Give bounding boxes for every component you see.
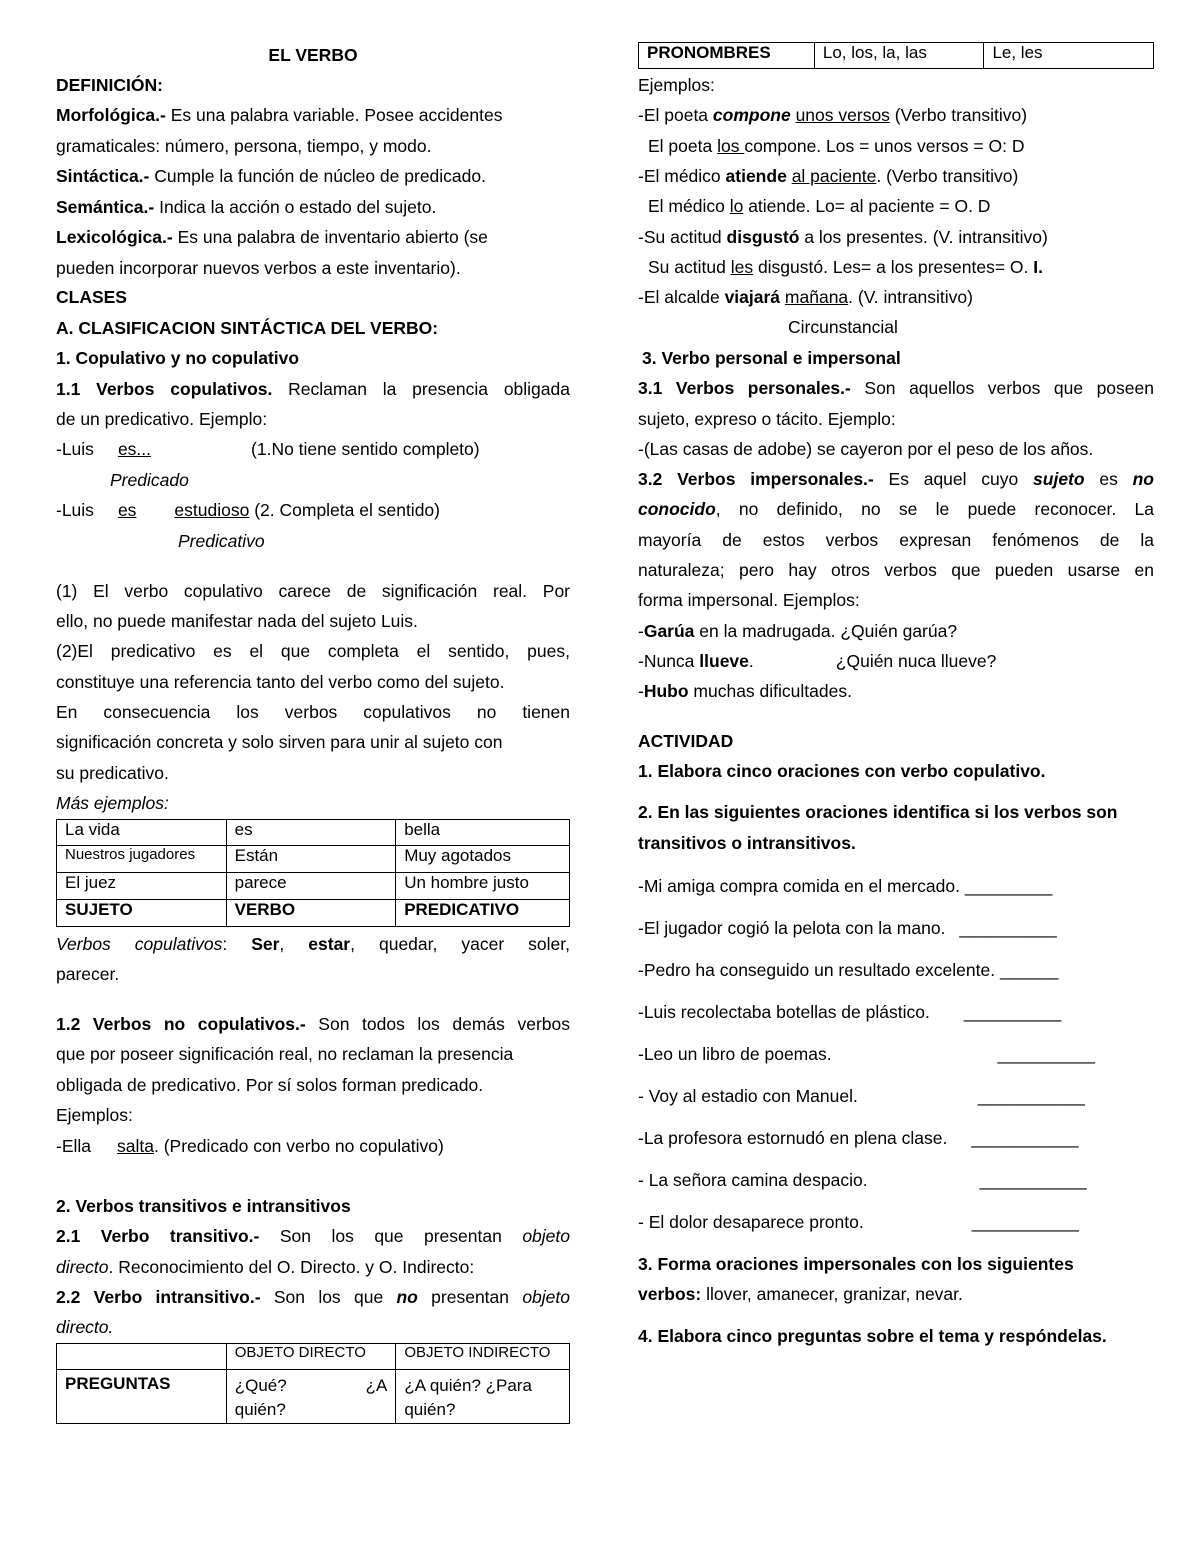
answer-blank[interactable]: __________ bbox=[997, 1044, 1095, 1064]
activity-3-line-2: verbos: llover, amanecer, granizar, nevar. bbox=[638, 1284, 963, 1304]
list-item: -Leo un libro de poemas. __________ bbox=[638, 1044, 1095, 1064]
table-cell: ¿A quién? ¿Para quién? bbox=[396, 1370, 570, 1424]
intransitivo-definition-2: directo. bbox=[56, 1317, 114, 1337]
heading-2: 2. Verbos transitivos e intransitivos bbox=[56, 1196, 351, 1216]
objeto-table bbox=[56, 1343, 570, 1424]
verbos-copulativos-list: Verbos copulativos: Ser, estar, quedar, yacer soler, bbox=[56, 934, 570, 954]
impersonales-definition-2: conocido, no definido, no se le puede reconocer. La bbox=[638, 499, 1154, 519]
table-header-row bbox=[57, 900, 570, 927]
table-row bbox=[57, 846, 570, 873]
table-cell: Lo, los, la, las bbox=[814, 43, 984, 69]
sintactica-line: Sintáctica.- Cumple la función de núcleo de predicado. bbox=[56, 166, 486, 186]
copulativos-definition-2: de un predicativo. Ejemplo: bbox=[56, 409, 268, 429]
example-poeta-2: El poeta los compone. Los = unos versos = O: D bbox=[648, 136, 1025, 156]
hubo-example: -Hubo muchas dificultades. bbox=[638, 681, 852, 701]
section-a-heading: A. CLASIFICACION SINTÁCTICA DEL VERBO: bbox=[56, 318, 439, 338]
list-item: - El dolor desaparece pronto. ___________ bbox=[638, 1212, 1079, 1232]
garua-example: -Garúa en la madrugada. ¿Quién garúa? bbox=[638, 621, 958, 641]
table-cell: La vida bbox=[57, 820, 227, 846]
list-item: -Mi amiga compra comida en el mercado. _________ bbox=[638, 876, 1053, 896]
definition-heading: DEFINICIÓN: bbox=[56, 75, 163, 95]
impersonales-definition-3: mayoría de estos verbos expresan fenómenos de la bbox=[638, 530, 1154, 550]
heading-3: 3. Verbo personal e impersonal bbox=[642, 348, 901, 368]
table-cell: Están bbox=[226, 846, 396, 873]
impersonales-definition-5: forma impersonal. Ejemplos: bbox=[638, 590, 860, 610]
answer-blank[interactable]: ______ bbox=[999, 960, 1059, 980]
example-alcalde: -El alcalde viajará mañana. (V. intransitivo) bbox=[638, 287, 973, 307]
personales-example: -(Las casas de adobe) se cayeron por el peso de los años. bbox=[638, 439, 1094, 459]
list-item: -La profesora estornudó en plena clase. ___________ bbox=[638, 1128, 1079, 1148]
activity-2-line-2: transitivos o intransitivos. bbox=[638, 833, 856, 853]
example-medico: -El médico atiende al paciente. (Verbo transitivo) bbox=[638, 166, 1019, 186]
answer-blank[interactable]: ___________ bbox=[971, 1212, 1079, 1232]
table-row bbox=[57, 873, 570, 900]
table-row-label: PREGUNTAS bbox=[57, 1370, 227, 1424]
verbos-copulativos-list-2: parecer. bbox=[56, 964, 120, 984]
list-item: - La señora camina despacio. ___________ bbox=[638, 1170, 1087, 1190]
table-cell: Muy agotados bbox=[396, 846, 570, 873]
morfologica-line-2: gramaticales: número, persona, tiempo, y modo. bbox=[56, 136, 432, 156]
example-poeta: -El poeta compone unos versos (Verbo transitivo) bbox=[638, 105, 1028, 125]
intransitivo-definition: 2.2 Verbo intransitivo.- Son los que no presentan objeto bbox=[56, 1287, 570, 1307]
semantica-line: Semántica.- Indica la acción o estado del sujeto. bbox=[56, 197, 437, 217]
no-copulativos-line-3: obligada de predicativo. Por sí solos forman predicado. bbox=[56, 1075, 484, 1095]
table-header: OBJETO INDIRECTO bbox=[396, 1344, 570, 1370]
table-header: PREDICATIVO bbox=[396, 900, 570, 927]
example-actitud: -Su actitud disgustó a los presentes. (V. intransitivo) bbox=[638, 227, 1048, 247]
table-cell: Un hombre justo bbox=[396, 873, 570, 900]
copulative-examples-table bbox=[56, 819, 570, 927]
table-cell: bella bbox=[396, 820, 570, 846]
list-item: -Luis recolectaba botellas de plástico. __________ bbox=[638, 1002, 1062, 1022]
example-medico-2: El médico lo atiende. Lo= al paciente = O. D bbox=[648, 196, 991, 216]
answer-blank[interactable]: ___________ bbox=[971, 1128, 1079, 1148]
example-1-predicado: Predicado bbox=[110, 470, 189, 490]
table-header-row bbox=[57, 1344, 570, 1370]
copulativos-definition: 1.1 Verbos copulativos. Reclaman la presencia obligada bbox=[56, 379, 570, 399]
morfologica-line: Morfológica.- Es una palabra variable. Posee accidentes bbox=[56, 105, 503, 125]
answer-blank[interactable]: ___________ bbox=[977, 1086, 1085, 1106]
personales-definition: 3.1 Verbos personales.- Son aquellos verbos que poseen bbox=[638, 378, 1154, 398]
activity-1: 1. Elabora cinco oraciones con verbo copulativo. bbox=[638, 761, 1046, 781]
no-copulativos-line-4: Ejemplos: bbox=[56, 1105, 133, 1125]
example-2-predicativo: Predicativo bbox=[178, 531, 265, 551]
note-2-line-1: (2)El predicativo es el que completa el sentido, pues, bbox=[56, 641, 570, 661]
example-actitud-2: Su actitud les disgustó. Les= a los presentes= O. I. bbox=[648, 257, 1043, 277]
transitivo-definition-2: directo. Reconocimiento del O. Directo. y O. Indirecto: bbox=[56, 1257, 475, 1277]
table-cell: parece bbox=[226, 873, 396, 900]
table-header: SUJETO bbox=[57, 900, 227, 927]
ejemplos-label: Ejemplos: bbox=[638, 75, 715, 95]
table-cell bbox=[57, 1344, 227, 1370]
page-title: EL VERBO bbox=[268, 45, 358, 65]
answer-blank[interactable]: ___________ bbox=[979, 1170, 1087, 1190]
example-1: -Luis es... (1.No tiene sentido completo) bbox=[56, 439, 480, 459]
table-cell: es bbox=[226, 820, 396, 846]
note-2-line-4: significación concreta y solo sirven para unir al sujeto con bbox=[56, 732, 503, 752]
clases-heading: CLASES bbox=[56, 287, 127, 307]
pronombres-table bbox=[638, 42, 1154, 69]
heading-1: 1. Copulativo y no copulativo bbox=[56, 348, 300, 368]
note-1-line-1: (1) El verbo copulativo carece de significación real. Por bbox=[56, 581, 570, 601]
list-item: -Pedro ha conseguido un resultado excelente. ______ bbox=[638, 960, 1059, 980]
note-2-line-3: En consecuencia los verbos copulativos no tienen bbox=[56, 702, 570, 722]
transitivo-definition: 2.1 Verbo transitivo.- Son los que presentan objeto bbox=[56, 1226, 570, 1246]
table-row bbox=[57, 820, 570, 846]
list-item: - Voy al estadio con Manuel. ___________ bbox=[638, 1086, 1085, 1106]
ella-example: -Ella salta. (Predicado con verbo no copulativo) bbox=[56, 1136, 444, 1156]
activity-4: 4. Elabora cinco preguntas sobre el tema y respóndelas. bbox=[638, 1326, 1107, 1346]
table-cell: El juez bbox=[57, 873, 227, 900]
table-header: OBJETO DIRECTO bbox=[226, 1344, 396, 1370]
table-cell: Le, les bbox=[984, 43, 1154, 69]
example-2: -Luis es estudioso (2. Completa el sentido) bbox=[56, 500, 440, 520]
mas-ejemplos: Más ejemplos: bbox=[56, 793, 169, 813]
table-header: VERBO bbox=[226, 900, 396, 927]
answer-blank[interactable]: _________ bbox=[964, 876, 1053, 896]
answer-blank[interactable]: __________ bbox=[959, 918, 1057, 938]
table-row bbox=[639, 43, 1154, 69]
answer-blank[interactable]: __________ bbox=[963, 1002, 1062, 1022]
note-2-line-2: constituye una referencia tanto del verbo como del sujeto. bbox=[56, 672, 505, 692]
table-header: PRONOMBRES bbox=[639, 43, 815, 69]
no-copulativos-definition: 1.2 Verbos no copulativos.- Son todos los demás verbos bbox=[56, 1014, 570, 1034]
impersonales-definition: 3.2 Verbos impersonales.- Es aquel cuyo sujeto es no bbox=[638, 469, 1154, 489]
list-item: -El jugador cogió la pelota con la mano. __________ bbox=[638, 918, 1057, 938]
note-1-line-2: ello, no puede manifestar nada del sujeto Luis. bbox=[56, 611, 418, 631]
table-cell: ¿Qué? ¿A quién? bbox=[226, 1370, 396, 1424]
lexicologica-line-2: pueden incorporar nuevos verbos a este inventario). bbox=[56, 258, 461, 278]
table-cell: Nuestros jugadores bbox=[57, 846, 227, 873]
actividad-heading: ACTIVIDAD bbox=[638, 731, 734, 751]
note-2-line-5: su predicativo. bbox=[56, 763, 169, 783]
no-copulativos-line-2: que por poseer significación real, no reclaman la presencia bbox=[56, 1044, 514, 1064]
activity-2: 2. En las siguientes oraciones identifica si los verbos son bbox=[638, 802, 1118, 822]
impersonales-definition-4: naturaleza; pero hay otros verbos que pueden usarse en bbox=[638, 560, 1154, 580]
table-row bbox=[57, 1370, 570, 1424]
circunstancial-label: Circunstancial bbox=[788, 317, 898, 337]
personales-definition-2: sujeto, expreso o tácito. Ejemplo: bbox=[638, 409, 896, 429]
llueve-example: -Nunca llueve. ¿Quién nuca llueve? bbox=[638, 651, 997, 671]
activity-3: 3. Forma oraciones impersonales con los siguientes bbox=[638, 1254, 1074, 1274]
lexicologica-line: Lexicológica.- Es una palabra de inventario abierto (se bbox=[56, 227, 488, 247]
